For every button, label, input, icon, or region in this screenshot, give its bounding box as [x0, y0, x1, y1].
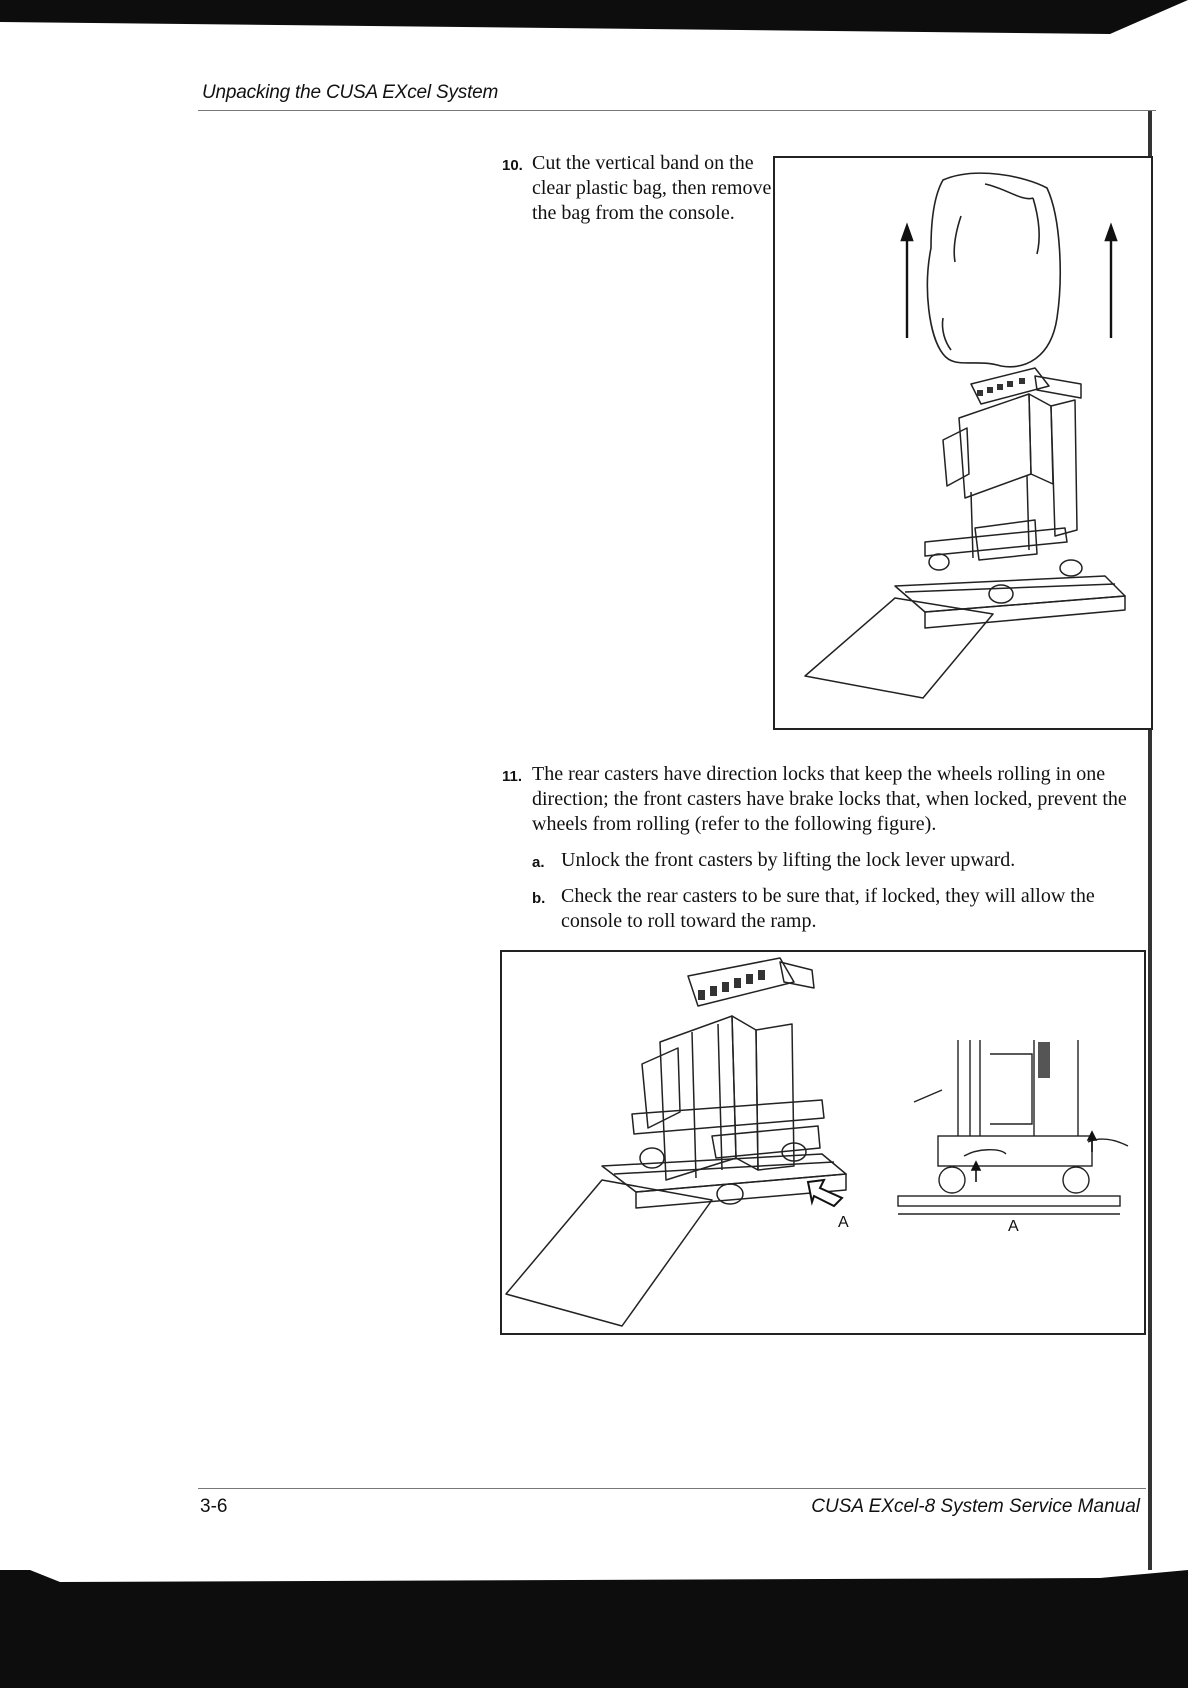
step-11a-label: a. — [532, 854, 545, 871]
step-11a-text: Unlock the front casters by lifting the lock lever upward. — [561, 849, 1016, 871]
callout-a-figure: A — [838, 1214, 849, 1231]
step-11b-label: b. — [532, 890, 546, 907]
step-11-number: 11. — [502, 768, 523, 785]
section-title: Unpacking the CUSA EXcel System — [202, 82, 499, 103]
step-11-text: The rear casters have direction locks that keep the wheels rolling in one direction; the front casters have brake locks that, when locked, prevent the wheels from rolling (refer to the following figure). — [532, 763, 1127, 835]
header-rule — [198, 110, 1156, 111]
step-10-number: 10. — [502, 157, 523, 174]
figure-bag-removal — [773, 156, 1153, 730]
caster-locks-illustration — [502, 952, 1144, 1333]
scan-artifact-bottom — [0, 1570, 1188, 1688]
manual-title-text: CUSA EXcel-8 System Service Manual — [811, 1496, 1140, 1517]
detail-a-label: A — [1008, 1218, 1019, 1235]
step-10-text: Cut the vertical band on the clear plastic bag, then remove the bag from the console. — [532, 152, 772, 224]
footer-rule — [198, 1488, 1146, 1489]
figure-caster-locks — [500, 950, 1146, 1335]
scan-artifact-top — [0, 0, 1188, 40]
manual-title — [811, 1496, 1140, 1518]
bag-removal-illustration — [775, 158, 1151, 728]
step-11b-text: Check the rear casters to be sure that, if locked, they will allow the console to roll toward the ramp. — [561, 885, 1095, 932]
page-number: 3-6 — [200, 1496, 228, 1517]
